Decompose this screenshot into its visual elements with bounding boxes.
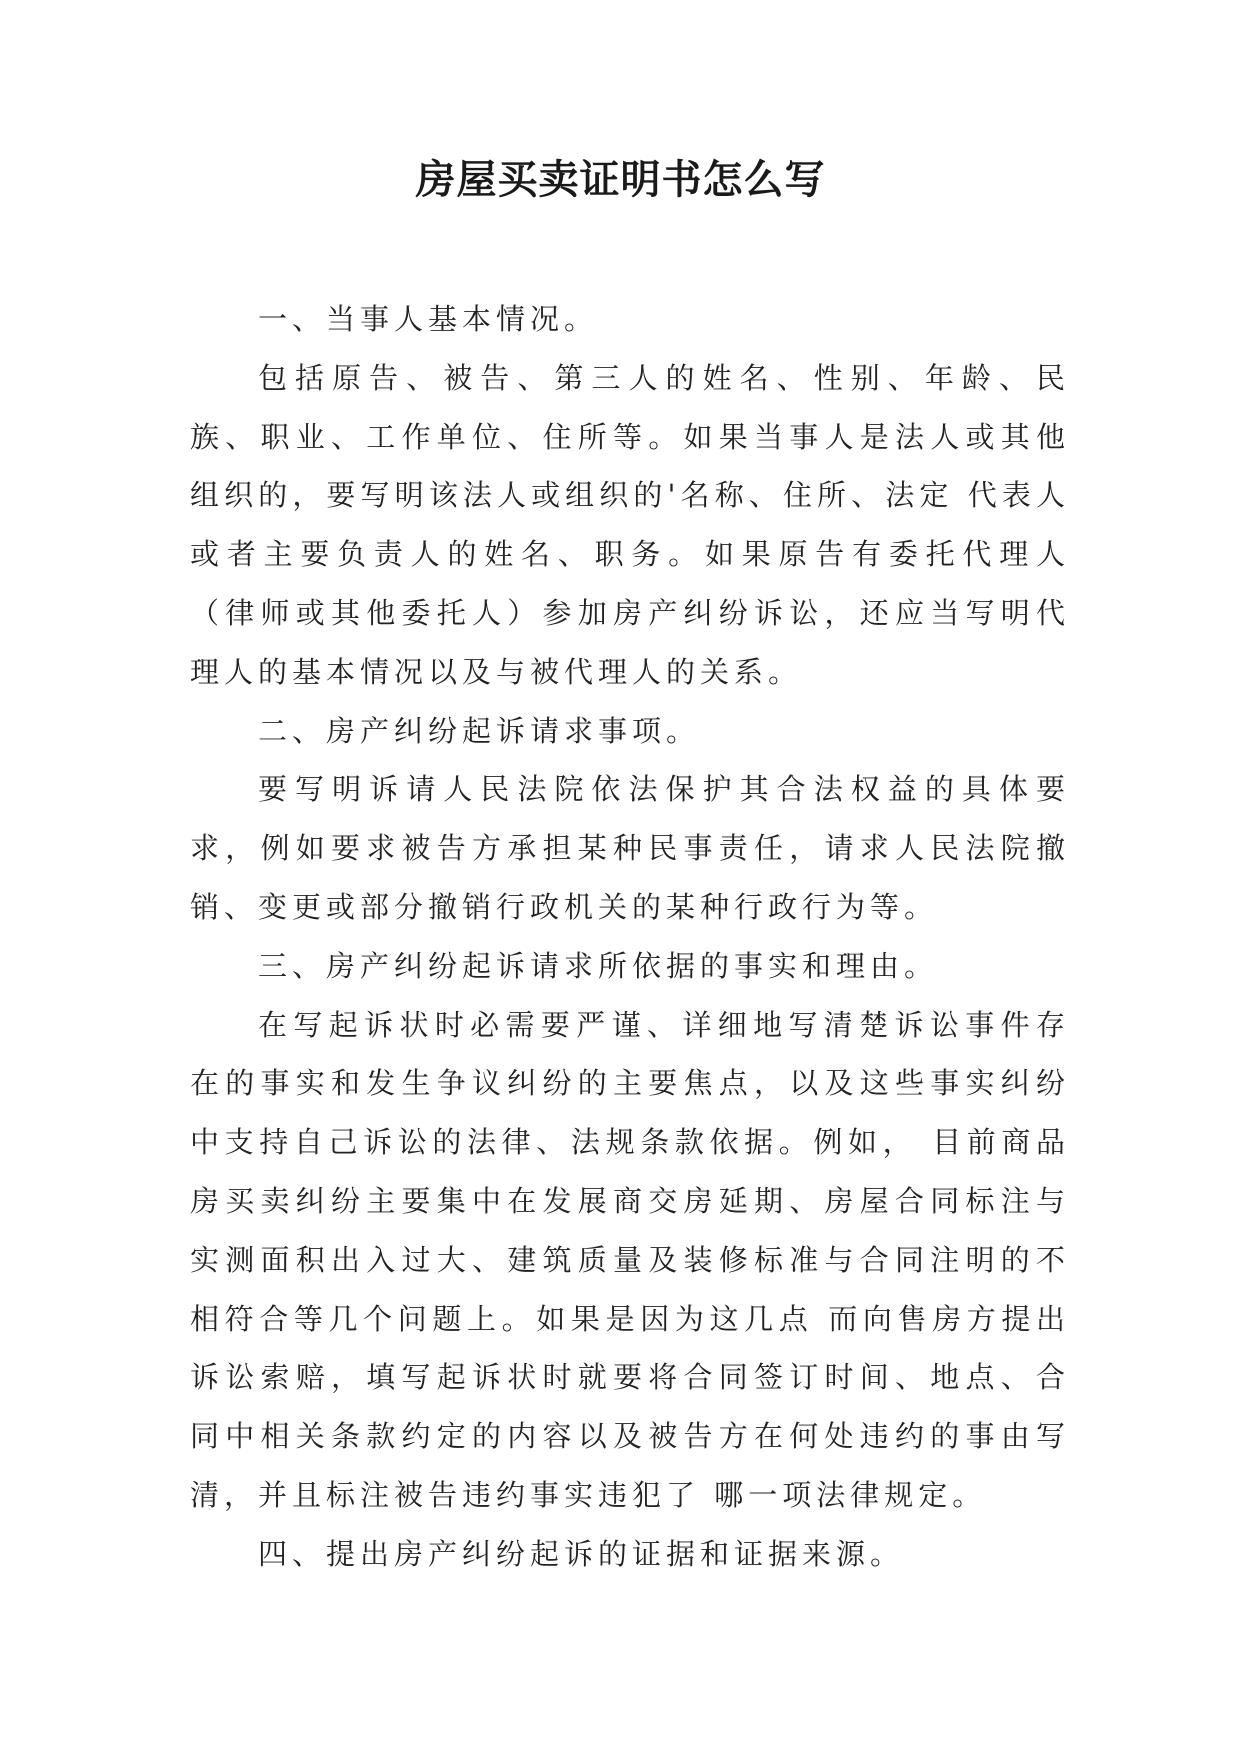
section-heading-claims: 二、房产纠纷起诉请求事项。: [258, 713, 701, 748]
paragraph-claims-details: 要写明诉请人民法院依法保护其合法权益的具体要求，例如要求被告方承担某种民事责任，请求人民法院撤销、变更或部分撤销行政机关的某种行政行为等。: [190, 772, 1070, 924]
paragraph-parties-details: 包括原告、被告、第三人的姓名、性别、年龄、民族、职业、工作单位、住所等。如果当事人是法人或其他组织的，要写明该法人或组织的'名称、住所、法定 代表人或者主要负责人的姓名、职务。如果原告有委托代理人（律师或其他委托人）参加房产纠纷诉讼，还应当写明代理人的基本情况以及与被代理人的关系。: [190, 360, 1070, 689]
document-title: 房屋买卖证明书怎么写: [415, 157, 826, 203]
paragraph-facts-details: 在写起诉状时必需要严谨、详细地写清楚诉讼事件存在的事实和发生争议纠纷的主要焦点，以及这些事实纠纷中支持自己诉讼的法律、法规条款依据。例如， 目前商品房买卖纠纷主要集中在发展商交房延期、房屋合同标注与实测面积出入过大、建筑质量及装修标准与合同注明的不相符合等几个问题上。如果是因为这几点 而向售房方提出诉讼索赔，填写起诉状时就要将合同签订时间、地点、合同中相关条款约定的内容以及被告方在何处违约的事由写清，并且标注被告违约事实违犯了 哪一项法律规定。: [190, 1007, 1070, 1512]
section-heading-parties: 一、当事人基本情况。: [258, 302, 599, 336]
section-heading-facts: 三、房产纠纷起诉请求所依据的事实和理由。: [258, 948, 939, 983]
document-body: [190, 290, 1070, 1584]
section-heading-evidence: 四、提出房产纠纷起诉的证据和证据来源。: [258, 1536, 905, 1571]
